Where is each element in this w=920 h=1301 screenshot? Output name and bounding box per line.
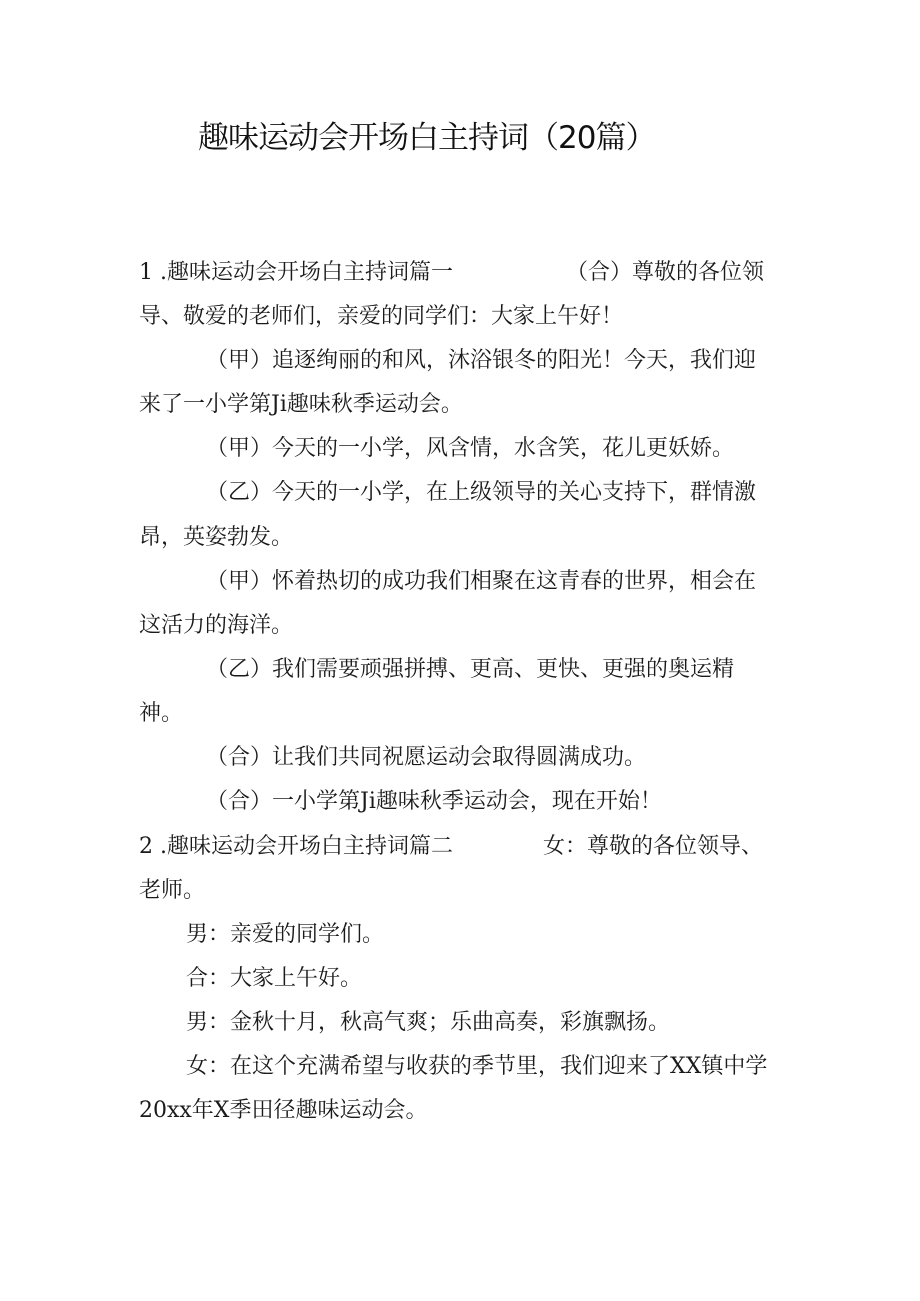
section1-paragraph-7: （合）一小学第Ji趣味秋季运动会，现在开始！ bbox=[206, 789, 662, 814]
section1-paragraph-2: （甲）今天的一小学，风含情，水含笑，花儿更妖娇。 bbox=[206, 436, 735, 461]
section1-paragraph-3b: 昂，英姿勃发。 bbox=[139, 525, 294, 550]
section1-heading: 1 .趣味运动会开场白主持词篇一 bbox=[139, 260, 453, 285]
section2-paragraph-4b: 20xx年X季田径趣味运动会。 bbox=[139, 1098, 428, 1123]
section2-intro-tail: 女：尊敬的各位领导、 bbox=[543, 834, 764, 859]
section1-paragraph-6: （合）让我们共同祝愿运动会取得圆满成功。 bbox=[206, 745, 647, 770]
section1-paragraph-5a: （乙）我们需要顽强拼搏、更高、更快、更强的奥运精 bbox=[206, 657, 735, 682]
section2-paragraph-1: 男：亲爱的同学们。 bbox=[186, 922, 385, 947]
section2-paragraph-2: 合：大家上午好。 bbox=[186, 966, 363, 991]
section1-paragraph-4a: （甲）怀着热切的成功我们相聚在这青春的世界，相会在 bbox=[206, 569, 757, 594]
section1-paragraph-4b: 这活力的海洋。 bbox=[139, 613, 294, 638]
section2-heading: 2 .趣味运动会开场白主持词篇二 bbox=[139, 834, 453, 859]
section2-intro-cont: 老师。 bbox=[139, 878, 206, 903]
section1-paragraph-5b: 神。 bbox=[139, 701, 184, 726]
section1-intro-tail: （合）尊敬的各位领 bbox=[566, 260, 765, 285]
document-title: 趣味运动会开场白主持词（20篇） bbox=[198, 120, 656, 156]
section2-paragraph-4a: 女：在这个充满希望与收获的季节里，我们迎来了XX镇中学 bbox=[186, 1054, 768, 1079]
section1-paragraph-1a: （甲）追逐绚丽的和风，沐浴银冬的阳光！今天，我们迎 bbox=[206, 348, 757, 373]
section2-paragraph-3: 男：金秋十月，秋高气爽；乐曲高奏，彩旗飘扬。 bbox=[186, 1010, 671, 1035]
section1-paragraph-3a: （乙）今天的一小学，在上级领导的关心支持下，群情激 bbox=[206, 480, 757, 505]
section1-intro-cont: 导、敬爱的老师们，亲爱的同学们：大家上午好！ bbox=[139, 304, 624, 329]
section1-paragraph-1b: 来了一小学第Ji趣味秋季运动会。 bbox=[139, 392, 463, 417]
